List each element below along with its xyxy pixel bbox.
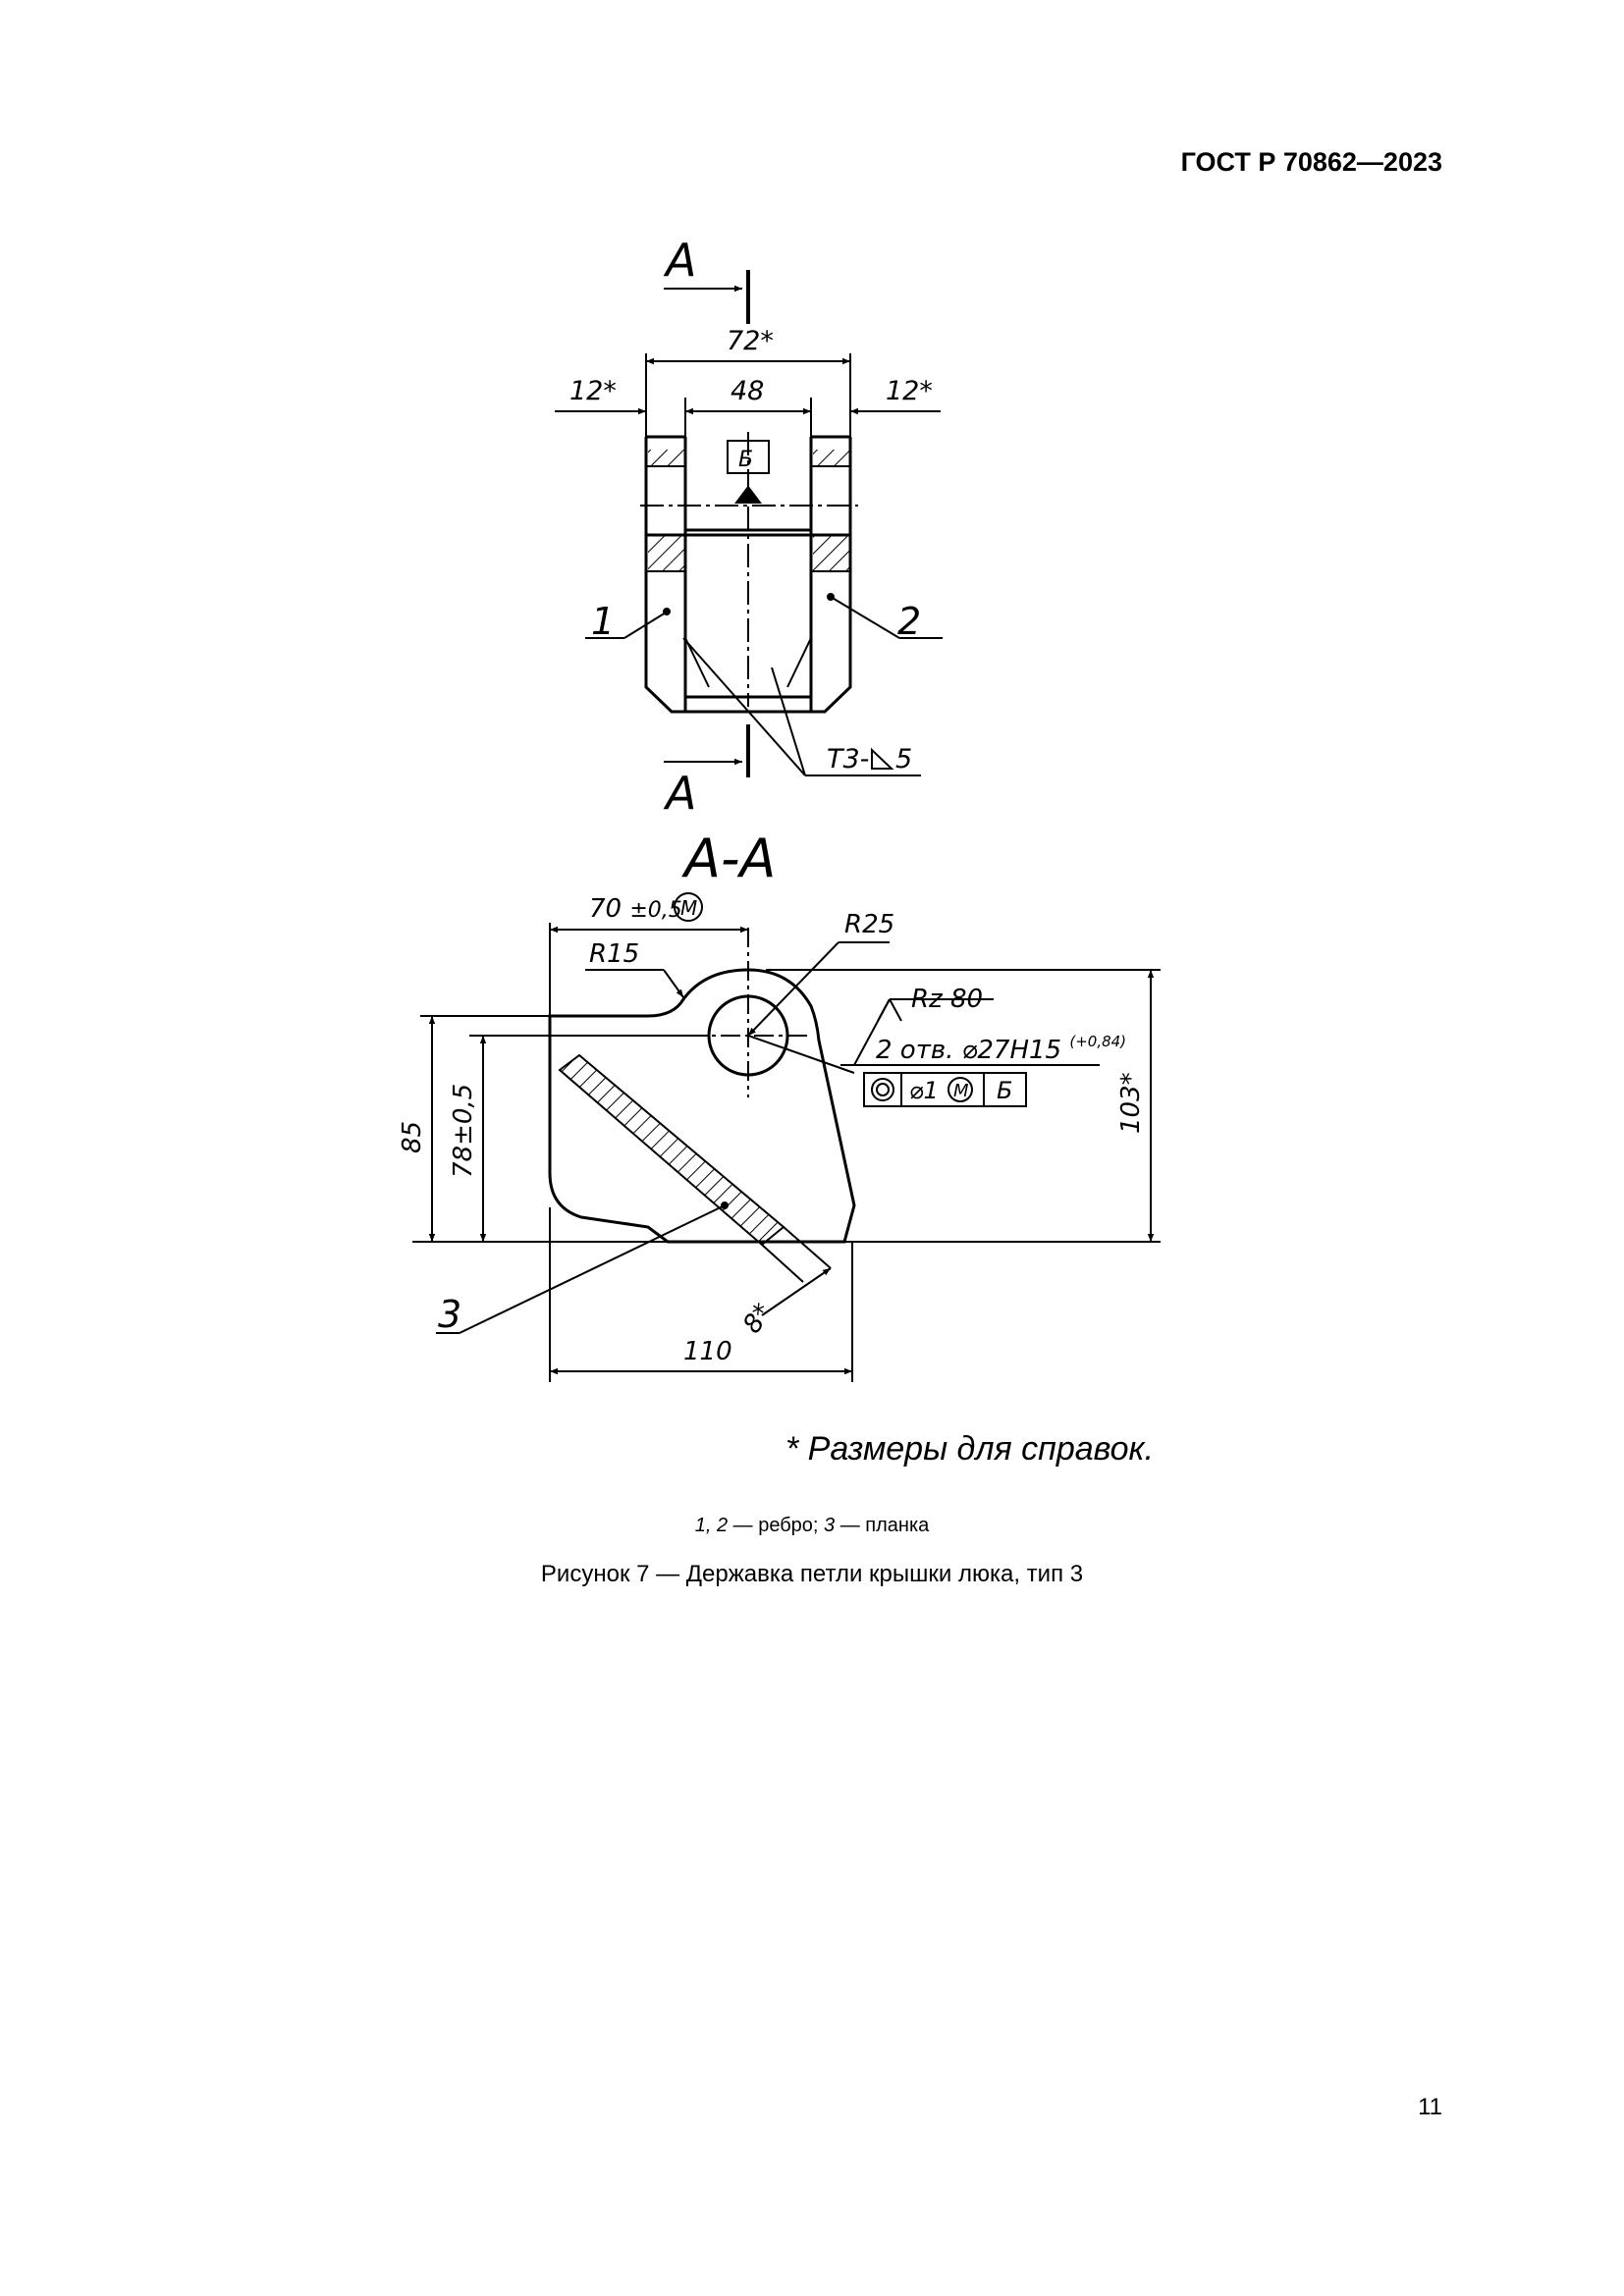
fcf-value: ⌀1 — [909, 1077, 939, 1104]
section-letter-top: А — [666, 234, 697, 287]
dim-height-right: 103* — [1116, 1072, 1146, 1134]
legend-plank: — планка — [835, 1515, 930, 1536]
dim-center — [589, 894, 682, 924]
legend-rib: — ребро; — [728, 1515, 825, 1536]
svg-text:M: M — [680, 896, 698, 920]
roughness: Rz 80 — [911, 985, 984, 1014]
dim-width: 110 — [683, 1337, 732, 1366]
radius-small: R15 — [589, 939, 640, 969]
section-letter-bottom: А — [666, 767, 697, 820]
dim-height-center: 78±0,5 — [449, 1083, 478, 1178]
legend-items-12: 1, 2 — [694, 1515, 729, 1536]
fcf-datum: Б — [997, 1077, 1013, 1104]
top-view-texts — [569, 234, 933, 820]
hole-note-value: 2 отв. ⌀27H15 — [876, 1036, 1062, 1065]
page-number: 11 — [1418, 2094, 1442, 2120]
datum-label: Б — [738, 448, 754, 472]
callout-3: 3 — [438, 1293, 462, 1336]
callout-1: 1 — [591, 600, 616, 643]
section-view-texts — [398, 893, 1146, 1366]
dim-center-value: 70 — [589, 894, 623, 924]
radius-large: R25 — [844, 910, 895, 939]
dim-left: 12* — [569, 376, 617, 406]
weld-triangle-icon — [872, 750, 892, 769]
section-title: А-А — [684, 828, 777, 889]
reference-note: * Размеры для справок. — [785, 1430, 1155, 1468]
hole-note-tol: (+0,84) — [1069, 1033, 1127, 1050]
svg-text:M: M — [953, 1081, 969, 1101]
dim-center-tol: ±0,5 — [629, 898, 682, 923]
document-header: ГОСТ Р 70862—2023 — [1180, 147, 1442, 177]
dim-plank: 8* — [737, 1298, 779, 1340]
hole-note — [876, 1033, 1126, 1065]
dim-inner: 48 — [731, 376, 765, 406]
dim-right: 12* — [886, 376, 933, 406]
fcf-modifier-m-icon — [948, 1078, 972, 1101]
dim-height-total: 85 — [398, 1120, 427, 1153]
legend — [0, 1515, 1624, 1537]
dim-overall: 72* — [727, 326, 774, 356]
section-view — [412, 923, 1161, 1382]
legend-items-3: 3 — [824, 1515, 836, 1536]
weld-leg: 5 — [895, 744, 913, 774]
callout-2: 2 — [897, 600, 922, 643]
weld-symbol: Т3- — [827, 744, 870, 774]
figure-caption: Рисунок 7 — Державка петли крышки люка, тип 3 — [540, 1561, 1084, 1587]
